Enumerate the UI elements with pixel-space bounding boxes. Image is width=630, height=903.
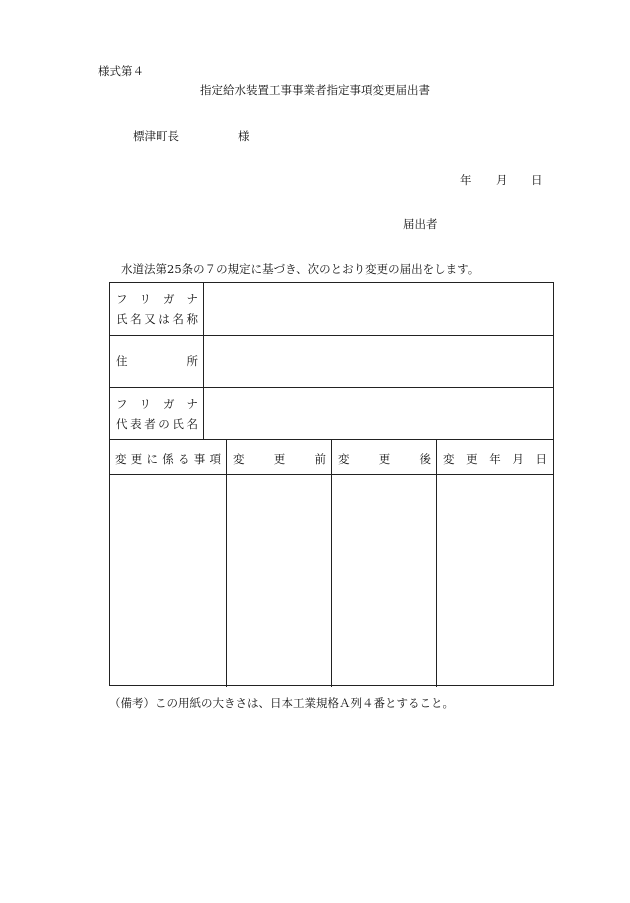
before-change-field[interactable] <box>227 475 331 685</box>
recipient-name: 標津町長 <box>133 129 179 143</box>
label-char: 年 <box>489 452 501 466</box>
form-number: 様式第４ <box>98 64 144 78</box>
change-date-field[interactable] <box>437 475 553 685</box>
label-char: 氏 <box>172 417 184 431</box>
label-char: 変 <box>233 452 245 466</box>
label-char: ナ <box>186 292 198 306</box>
column-header-change-date <box>443 451 547 467</box>
label-char: 表 <box>130 417 142 431</box>
label-char: の <box>158 417 170 431</box>
label-char: 前 <box>314 452 326 466</box>
label-char: 更 <box>378 452 391 466</box>
label-char: 名 <box>186 417 198 431</box>
furigana-label <box>116 291 198 307</box>
document-title: 指定給水装置工事事業者指定事項変更届出書 <box>200 83 430 97</box>
date-month-label: 月 <box>496 173 508 187</box>
recipient-honorific: 様 <box>238 129 250 143</box>
label-char: 項 <box>209 452 221 466</box>
label-char: は <box>158 312 170 326</box>
remark-note: （備考）この用紙の大きさは、日本工業規格Ａ列４番とすること。 <box>109 696 454 710</box>
column-header-after <box>338 451 431 467</box>
label-char: 事 <box>193 452 206 466</box>
label-char: 変 <box>443 452 455 466</box>
label-char: 又 <box>144 312 156 326</box>
date-year-label: 年 <box>460 173 472 187</box>
date-day-label: 日 <box>531 173 543 187</box>
label-char: ナ <box>186 397 198 411</box>
label-char: 所 <box>186 354 198 368</box>
label-char: 住 <box>116 354 128 368</box>
label-char: 更 <box>466 452 478 466</box>
label-char: 日 <box>535 452 547 466</box>
column-header-before <box>233 451 326 467</box>
representative-value-field[interactable] <box>204 388 553 439</box>
label-char: 変 <box>338 452 350 466</box>
representative-name-label <box>116 416 198 432</box>
label-char: 者 <box>144 417 156 431</box>
column-header-change-item <box>115 451 221 467</box>
label-char: 後 <box>419 452 431 466</box>
label-char: 代 <box>116 417 128 431</box>
representative-furigana-label <box>116 396 198 412</box>
label-char: 称 <box>186 312 198 326</box>
name-value-field[interactable] <box>204 283 553 335</box>
address-label <box>116 353 198 369</box>
label-char: 氏 <box>116 312 128 326</box>
label-char: リ <box>139 292 151 306</box>
submitter-label: 届出者 <box>403 217 438 231</box>
label-char: フ <box>116 397 128 411</box>
label-char: ガ <box>163 292 175 306</box>
label-char: フ <box>116 292 128 306</box>
form-table <box>109 282 554 686</box>
change-item-field[interactable] <box>110 475 226 685</box>
label-char: に <box>146 452 158 466</box>
label-char: る <box>178 452 190 466</box>
label-char: 更 <box>273 452 286 466</box>
label-char: 名 <box>172 312 184 326</box>
address-value-field[interactable] <box>204 336 553 387</box>
after-change-field[interactable] <box>332 475 436 685</box>
label-char: ガ <box>163 397 175 411</box>
label-char: 月 <box>512 452 524 466</box>
label-char: 更 <box>130 452 143 466</box>
label-char: リ <box>139 397 151 411</box>
name-or-company-label <box>116 311 198 327</box>
label-char: 変 <box>115 452 127 466</box>
label-char: 係 <box>162 452 174 466</box>
intro-text: 水道法第25条の７の規定に基づき、次のとおり変更の届出をします。 <box>121 262 480 276</box>
label-char: 名 <box>130 312 142 326</box>
